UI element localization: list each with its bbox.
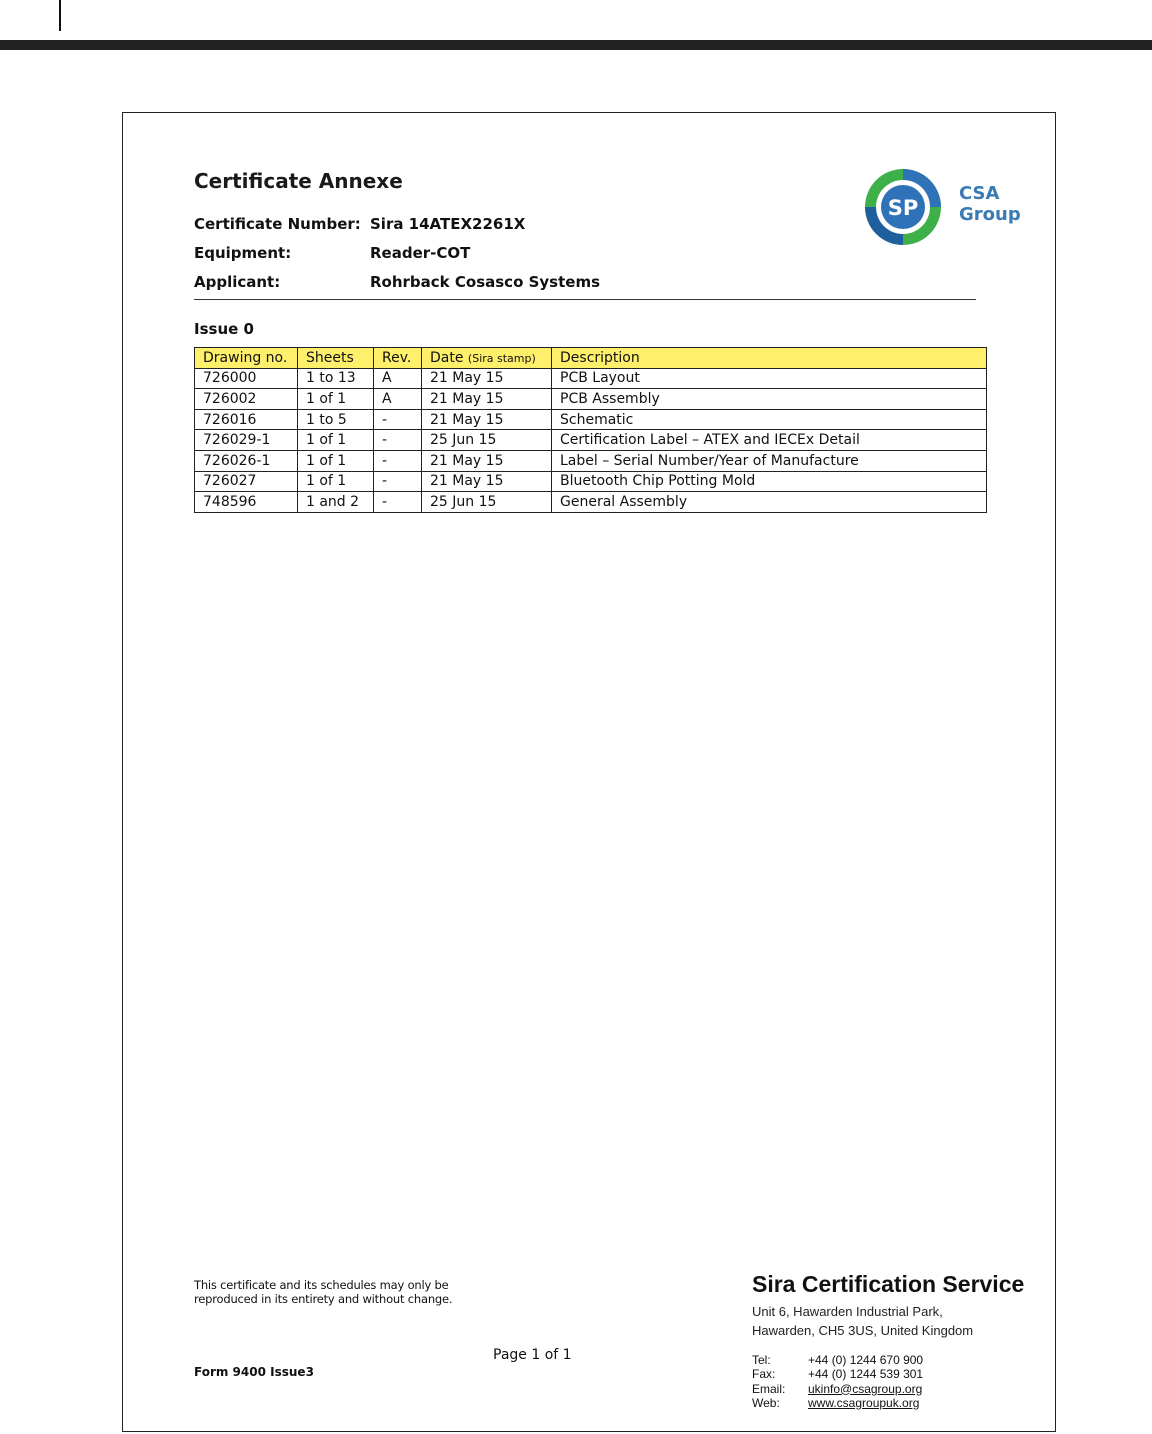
address-line-1: Unit 6, Hawarden Industrial Park,: [752, 1304, 943, 1319]
web-label: Web:: [752, 1395, 780, 1410]
cell-rev: A: [374, 368, 422, 389]
certificate-page: [122, 112, 1056, 1432]
table-header-row: [195, 348, 987, 369]
top-margin-tick: [59, 0, 61, 31]
cell-description: Label – Serial Number/Year of Manufacture: [552, 450, 987, 471]
tel-value: +44 (0) 1244 670 900: [808, 1353, 924, 1367]
contact-block: [752, 1353, 923, 1410]
cell-sheets: 1 of 1: [298, 389, 374, 410]
cell-description: Schematic: [552, 409, 987, 430]
cell-description: Bluetooth Chip Potting Mold: [552, 471, 987, 492]
cell-sheets: 1 of 1: [298, 450, 374, 471]
cell-description: PCB Layout: [552, 368, 987, 389]
cell-date: 21 May 15: [422, 471, 552, 492]
cell-sheets: 1 and 2: [298, 492, 374, 513]
col-header-rev: Rev.: [374, 348, 422, 369]
issue-heading: Issue 0: [194, 320, 254, 338]
reproduction-notice: [194, 1278, 452, 1306]
form-number: Form 9400 Issue3: [194, 1365, 314, 1379]
logo-line-group: Group: [959, 204, 1021, 225]
cell-drawing: 726016: [195, 409, 298, 430]
cell-description: Certification Label – ATEX and IECEx Detail: [552, 430, 987, 451]
col-header-description: Description: [552, 348, 987, 369]
contact-row-web: [752, 1396, 923, 1410]
page-title: Certificate Annexe: [194, 169, 403, 193]
address-line-2: Hawarden, CH5 3US, United Kingdom: [752, 1323, 974, 1338]
tel-label: Tel:: [752, 1353, 771, 1367]
header-divider: [194, 299, 976, 300]
applicant-label: Applicant:: [194, 273, 281, 291]
table-row: [195, 471, 987, 492]
logo-sp-mark: SP: [887, 196, 919, 220]
cell-rev: A: [374, 389, 422, 410]
fax-label: Fax:: [752, 1367, 776, 1382]
cell-drawing: 726002: [195, 389, 298, 410]
certificate-number-value: Sira 14ATEX2261X: [370, 215, 526, 233]
cell-drawing: 748596: [195, 492, 298, 513]
cell-rev: -: [374, 492, 422, 513]
cell-sheets: 1 to 13: [298, 368, 374, 389]
email-link[interactable]: ukinfo@csagroup.org: [808, 1381, 923, 1396]
page-number: Page 1 of 1: [493, 1347, 572, 1363]
cell-drawing: 726029-1: [195, 430, 298, 451]
cell-sheets: 1 to 5: [298, 409, 374, 430]
certificate-number-label: Certificate Number:: [194, 215, 361, 233]
equipment-label: Equipment:: [194, 244, 292, 262]
cell-rev: -: [374, 450, 422, 471]
cell-sheets: 1 of 1: [298, 430, 374, 451]
applicant-value: Rohrback Cosasco Systems: [370, 273, 601, 291]
cell-date: 21 May 15: [422, 368, 552, 389]
cell-date: 25 Jun 15: [422, 430, 552, 451]
col-header-sheets: Sheets: [298, 348, 374, 369]
contact-row-tel: [752, 1353, 923, 1367]
cell-date: 21 May 15: [422, 409, 552, 430]
table-row: [195, 389, 987, 410]
col-header-date-note: (Sira stamp): [467, 351, 536, 365]
drawings-table: [194, 347, 987, 513]
cell-date: 21 May 15: [422, 450, 552, 471]
top-rule-bar: [0, 40, 1152, 50]
sira-title: Sira Certification Service: [752, 1271, 1025, 1297]
cell-rev: -: [374, 430, 422, 451]
cell-description: General Assembly: [552, 492, 987, 513]
cell-rev: -: [374, 409, 422, 430]
cell-description: PCB Assembly: [552, 389, 987, 410]
cell-sheets: 1 of 1: [298, 471, 374, 492]
cell-drawing: 726000: [195, 368, 298, 389]
contact-row-email: [752, 1382, 923, 1396]
notice-line-1: This certificate and its schedules may only be: [194, 1278, 449, 1292]
logo-wordmark: [959, 183, 1021, 225]
col-header-drawing: Drawing no.: [195, 348, 298, 369]
cell-drawing: 726026-1: [195, 450, 298, 471]
table-row: [195, 450, 987, 471]
logo-line-csa: CSA: [959, 183, 1000, 204]
email-label: Email:: [752, 1381, 786, 1396]
contact-row-fax: [752, 1367, 923, 1381]
cell-date: 25 Jun 15: [422, 492, 552, 513]
notice-line-2: reproduced in its entirety and without change.: [194, 1292, 453, 1306]
table-row: [195, 430, 987, 451]
fax-value: +44 (0) 1244 539 301: [808, 1367, 924, 1382]
table-row: [195, 368, 987, 389]
table-row: [195, 492, 987, 513]
col-header-date-label: Date: [430, 349, 464, 366]
cell-drawing: 726027: [195, 471, 298, 492]
cell-date: 21 May 15: [422, 389, 552, 410]
table-row: [195, 409, 987, 430]
equipment-value: Reader-COT: [370, 244, 471, 262]
cell-rev: -: [374, 471, 422, 492]
col-header-date: [422, 348, 552, 369]
web-link[interactable]: www.csagroupuk.org: [808, 1395, 920, 1410]
